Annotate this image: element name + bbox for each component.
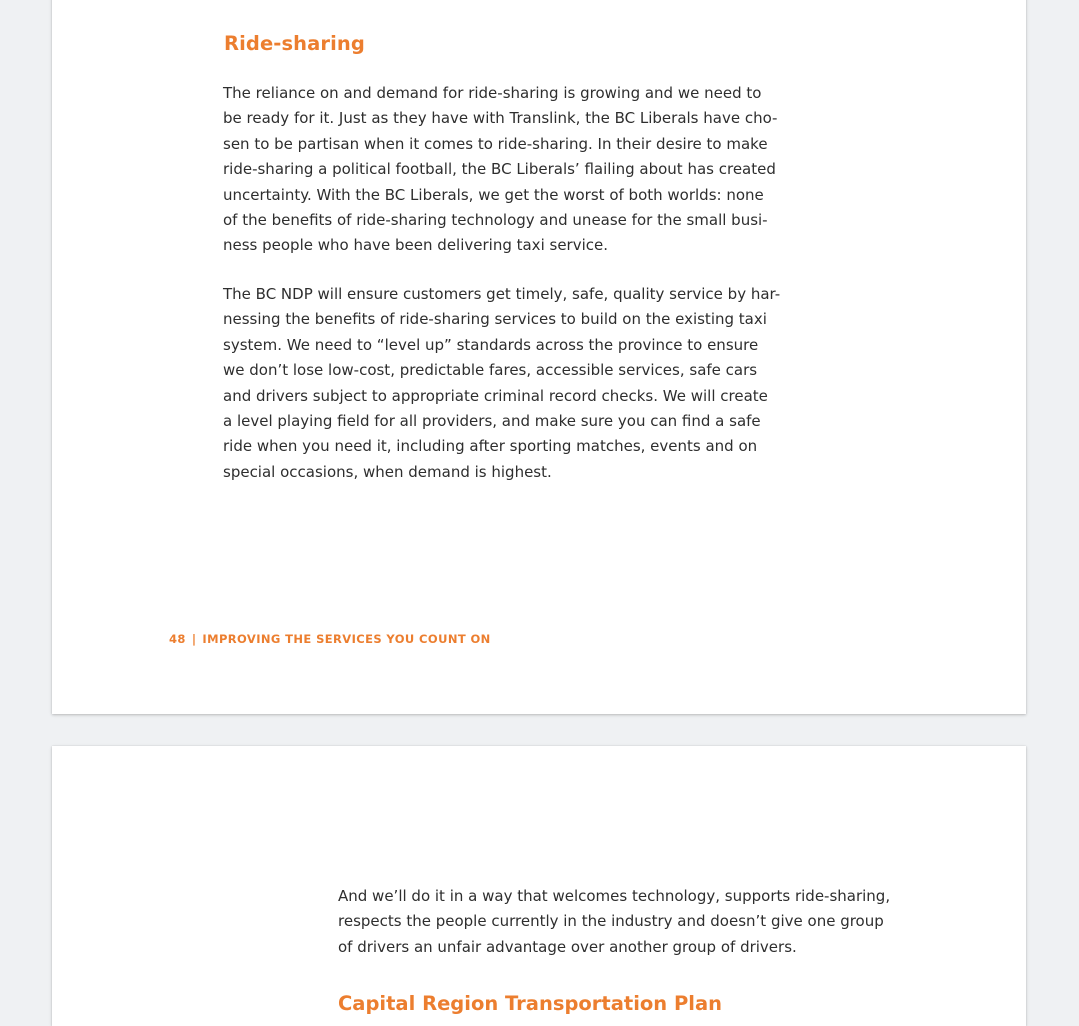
text-line: of the benefits of ride-sharing technology and unease for the small busi- bbox=[223, 211, 768, 230]
footer-separator: | bbox=[191, 632, 197, 646]
text-line: nessing the benefits of ride-sharing services to build on the existing taxi bbox=[223, 310, 767, 329]
text-line: of drivers an unfair advantage over another group of drivers. bbox=[338, 937, 797, 956]
text-line: special occasions, when demand is highest. bbox=[223, 462, 552, 481]
text-line: And we’ll do it in a way that welcomes technology, supports ride-sharing, bbox=[338, 887, 891, 905]
body-paragraph bbox=[223, 81, 777, 259]
text-line: ride-sharing a political football, the BC Liberals’ flailing about has created bbox=[223, 160, 776, 179]
text-line: a level playing field for all providers, and make sure you can find a safe bbox=[223, 412, 761, 431]
document-page-48 bbox=[52, 0, 1026, 714]
text-line: sen to be partisan when it comes to ride-sharing. In their desire to make bbox=[223, 134, 768, 153]
footer-section-title: IMPROVING THE SERVICES YOU COUNT ON bbox=[202, 632, 491, 646]
document-page-49 bbox=[52, 746, 1026, 1026]
section-heading-cut-off: Capital Region Transportation Plan bbox=[338, 992, 722, 1015]
body-paragraph bbox=[223, 282, 780, 485]
page-footer bbox=[169, 632, 491, 646]
text-line: uncertainty. With the BC Liberals, we get the worst of both worlds: none bbox=[223, 185, 764, 204]
text-line: system. We need to “level up” standards across the province to ensure bbox=[223, 335, 759, 354]
text-line: The BC NDP will ensure customers get timely, safe, quality service by har- bbox=[223, 285, 781, 303]
text-line: The reliance on and demand for ride-sharing is growing and we need to bbox=[223, 84, 762, 102]
text-line: ride when you need it, including after sporting matches, events and on bbox=[223, 437, 758, 456]
section-heading: Ride-sharing bbox=[224, 32, 365, 55]
text-line: we don’t lose low-cost, predictable fares, accessible services, safe cars bbox=[223, 361, 758, 380]
text-line: be ready for it. Just as they have with Translink, the BC Liberals have cho- bbox=[223, 109, 778, 128]
text-line: respects the people currently in the industry and doesn’t give one group bbox=[338, 912, 884, 931]
text-line: and drivers subject to appropriate criminal record checks. We will create bbox=[223, 386, 768, 405]
text-line: ness people who have been delivering taxi service. bbox=[223, 236, 608, 255]
body-paragraph bbox=[338, 884, 890, 960]
page-number: 48 bbox=[169, 632, 186, 646]
